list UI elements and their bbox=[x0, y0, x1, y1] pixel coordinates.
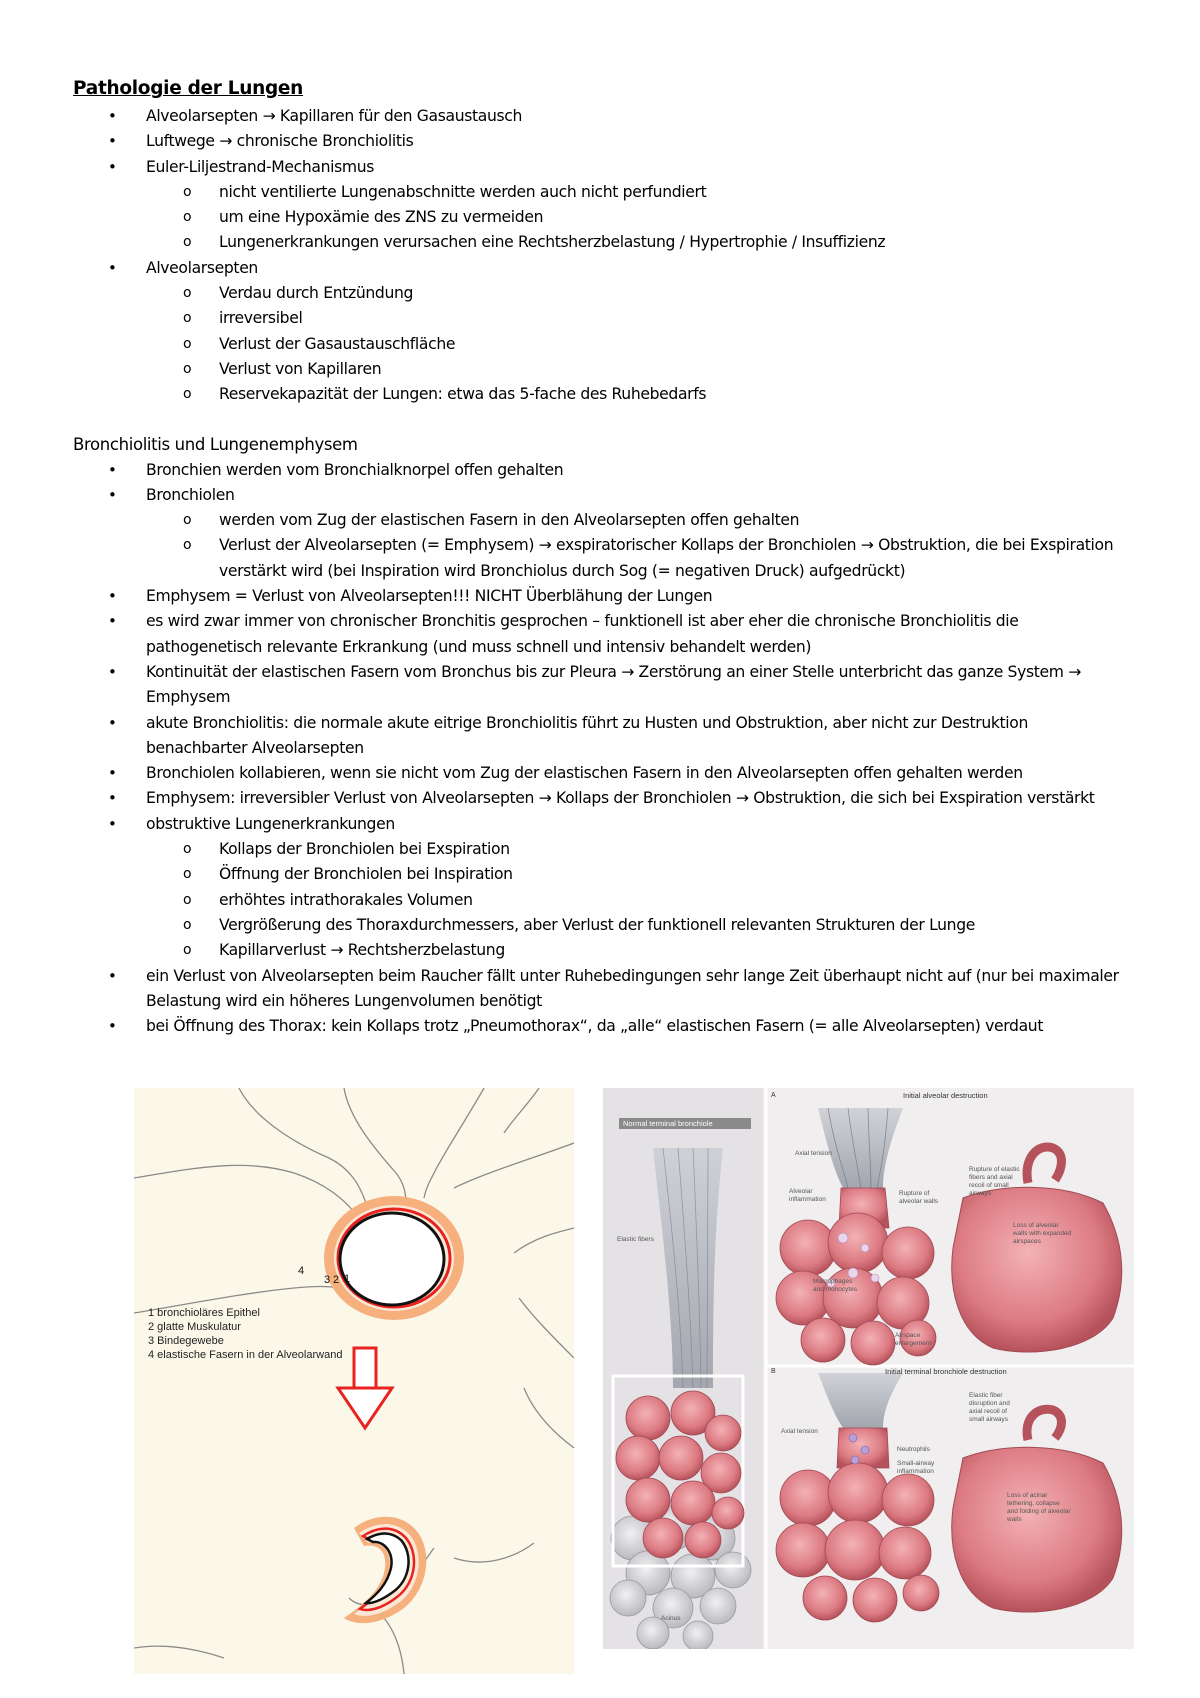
ring-label-4: 4 bbox=[298, 1265, 305, 1277]
ring-label-3: 3 bbox=[324, 1274, 331, 1286]
list-item bbox=[73, 458, 1133, 483]
list-item bbox=[73, 104, 1133, 129]
list-item bbox=[73, 256, 1133, 408]
sub-list-item: o erhöhtes intrathorakales Volumen bbox=[73, 888, 1133, 913]
list-item-text: Bronchiolen bbox=[146, 485, 235, 504]
sub-list-item: o Verdau durch Entzündung bbox=[73, 281, 1133, 306]
emphysema-illustration-figure bbox=[603, 1088, 1134, 1649]
panel-letter-b: B bbox=[771, 1368, 776, 1375]
list-item bbox=[73, 964, 1133, 1015]
sub-list bbox=[146, 180, 1133, 256]
panel-title-normal: Normal terminal bronchiole bbox=[619, 1118, 751, 1129]
sub-list-item: o Vergrößerung des Thoraxdurchmessers, aber Verlust der funktionell relevanten Strukturen der Lunge bbox=[73, 913, 1133, 938]
list-item-text: bei Öffnung des Thorax: kein Kollaps trotz „Pneumothorax“, da „alle“ elastischen Fasern (= alle Alveolarsepten) verdaut bbox=[146, 1017, 1044, 1036]
caption-rupture-alveolar: Rupture of alveolar walls bbox=[899, 1190, 939, 1205]
legend-item: 2 glatte Muskulatur bbox=[148, 1321, 241, 1333]
caption-axial-tension-a: Axial tension bbox=[795, 1150, 832, 1157]
bronchiole-schematic-figure bbox=[134, 1088, 574, 1674]
sub-list-item: o Öffnung der Bronchiolen bei Inspiration bbox=[73, 862, 1133, 887]
section-title-bronchiolitis: Bronchiolitis und Lungenemphysem bbox=[73, 434, 358, 454]
list-item bbox=[73, 711, 1133, 762]
list-item bbox=[73, 129, 1133, 154]
list-item-text: Kontinuität der elastischen Fasern vom Bronchus bis zur Pleura → Zerstörung an einer Stelle unterbricht das ganze System → Emphysem bbox=[146, 662, 1081, 707]
caption-alveolar-inflammation: Alveolar inflammation bbox=[789, 1188, 826, 1203]
list-item-text: Luftwege → chronische Bronchiolitis bbox=[146, 132, 414, 151]
emphysema-illustration-svg bbox=[603, 1088, 1134, 1649]
sub-list-item: o Kapillarverlust → Rechtsherzbelastung bbox=[73, 938, 1133, 963]
legend-item: 3 Bindegewebe bbox=[148, 1335, 224, 1347]
ring-label-2: 2 bbox=[333, 1274, 340, 1286]
sub-list bbox=[146, 281, 1133, 407]
collapsed-bronchiole-shape bbox=[344, 1517, 426, 1623]
list-item bbox=[73, 483, 1133, 584]
list-item-text: Emphysem = Verlust von Alveolarsepten!!! NICHT Überblähung der Lungen bbox=[146, 587, 713, 606]
document-text bbox=[73, 76, 1133, 1039]
panel-letter-a: A bbox=[771, 1092, 776, 1099]
bronchiole-schematic-svg bbox=[134, 1088, 574, 1674]
ring-label-1: 1 bbox=[344, 1273, 351, 1285]
panel-title-b: Initial terminal bronchiole destruction bbox=[885, 1367, 1007, 1376]
list-item bbox=[73, 660, 1133, 711]
list-item-text: es wird zwar immer von chronischer Bronchitis gesprochen – funktionell ist aber eher die chronische Bronchiolitis die pathogenetisch relevante Erkrankung (und muss schnell und intensiv behandelt werden) bbox=[146, 612, 1019, 656]
caption-elastic-disruption: Elastic fiber disruption and axial recoil of small airways bbox=[969, 1392, 1010, 1423]
caption-macrophages: Macrophages and monocytes bbox=[813, 1278, 858, 1293]
list-item-text: akute Bronchiolitis: die normale akute eitrige Bronchiolitis führt zu Husten und Obstruktion, aber nicht zur Destruktion benachbarter Alveolarsepten bbox=[146, 713, 1029, 757]
bullet-list-pathologie bbox=[73, 104, 1133, 408]
sub-list-item: o Verlust der Gasaustauschfläche bbox=[73, 332, 1133, 357]
caption-axial-tension-b: Axial tension bbox=[781, 1428, 818, 1435]
sub-list-item: o irreversibel bbox=[73, 306, 1133, 331]
sub-list-item: o Kollaps der Bronchiolen bei Exspiration bbox=[73, 837, 1133, 862]
caption-rupture-elastic: Rupture of elastic fibers and axial recoil of small airways bbox=[969, 1166, 1020, 1197]
caption-elastic-fibers: Elastic fibers bbox=[617, 1236, 654, 1243]
schematic-legend bbox=[148, 1306, 342, 1362]
caption-loss-alveolar: Loss of alveolar walls with expanded airspaces bbox=[1013, 1222, 1072, 1245]
sub-list-item: o Verlust von Kapillaren bbox=[73, 357, 1133, 382]
list-item bbox=[73, 812, 1133, 964]
caption-loss-acinar: Loss of acinar tethering, collapse and folding of alveolar walls bbox=[1007, 1492, 1071, 1523]
list-item-text: Euler-Liljestrand-Mechanismus bbox=[146, 157, 375, 176]
legend-item: 1 bronchioläres Epithel bbox=[148, 1307, 260, 1319]
caption-airspace: Airspace enlargement bbox=[895, 1332, 932, 1347]
legend-item: 4 elastische Fasern in der Alveolarwand bbox=[148, 1349, 343, 1361]
caption-small-airway: Small-airway inflammation bbox=[897, 1460, 935, 1475]
sub-list-item: o nicht ventilierte Lungenabschnitte werden auch nicht perfundiert bbox=[73, 180, 1133, 205]
list-item-text: Bronchiolen kollabieren, wenn sie nicht vom Zug der elastischen Fasern in den Alveolarsepten offen gehalten werden bbox=[146, 764, 1023, 783]
sub-list-item: o werden vom Zug der elastischen Fasern in den Alveolarsepten offen gehalten bbox=[73, 508, 1133, 533]
sub-list-item: o Verlust der Alveolarsepten (= Emphysem) → exspiratorischer Kollaps der Bronchiolen → Obstruktion, die bei Exspiration verstärkt wird (bei Inspiration wird Bronchiolus durch Sog (= negativen Druck) aufgedrückt) bbox=[73, 533, 1133, 584]
panel-title-a: Initial alveolar destruction bbox=[903, 1091, 988, 1100]
caption-acinus: Acinus bbox=[661, 1615, 681, 1622]
list-item bbox=[73, 155, 1133, 256]
sub-list-item: o Reservekapazität der Lungen: etwa das 5-fache des Ruhebedarfs bbox=[73, 382, 1133, 407]
sub-list bbox=[146, 837, 1133, 963]
sub-list-item: o Lungenerkrankungen verursachen eine Rechtsherzbelastung / Hypertrophie / Insuffizienz bbox=[73, 230, 1133, 255]
down-arrow-icon bbox=[338, 1348, 392, 1428]
list-item bbox=[73, 584, 1133, 609]
bullet-list-bronchiolitis bbox=[73, 458, 1133, 1040]
section-title-pathologie: Pathologie der Lungen bbox=[73, 78, 304, 99]
list-item bbox=[73, 1014, 1133, 1039]
list-item-text: Alveolarsepten → Kapillaren für den Gasaustausch bbox=[146, 107, 523, 125]
caption-neutrophils: Neutrophils bbox=[897, 1446, 930, 1453]
list-item bbox=[73, 786, 1133, 811]
sub-list-item: o um eine Hypoxämie des ZNS zu vermeiden bbox=[73, 205, 1133, 230]
list-item-text: Emphysem: irreversibler Verlust von Alveolarsepten → Kollaps der Bronchiolen → Obstruktion, die sich bei Exspiration verstärkt bbox=[146, 789, 1095, 808]
list-item bbox=[73, 761, 1133, 786]
sub-list bbox=[146, 508, 1133, 584]
list-item-text: Alveolarsepten bbox=[146, 258, 258, 277]
list-item-text: obstruktive Lungenerkrankungen bbox=[146, 814, 395, 833]
list-item-text: Bronchien werden vom Bronchialknorpel offen gehalten bbox=[146, 460, 564, 479]
list-item bbox=[73, 609, 1133, 660]
list-item-text: ein Verlust von Alveolarsepten beim Raucher fällt unter Ruhebedingungen sehr lange Zeit überhaupt nicht auf (nur bei maximaler Belastung wird ein höheres Lungenvolumen benötigt bbox=[146, 966, 1119, 1010]
